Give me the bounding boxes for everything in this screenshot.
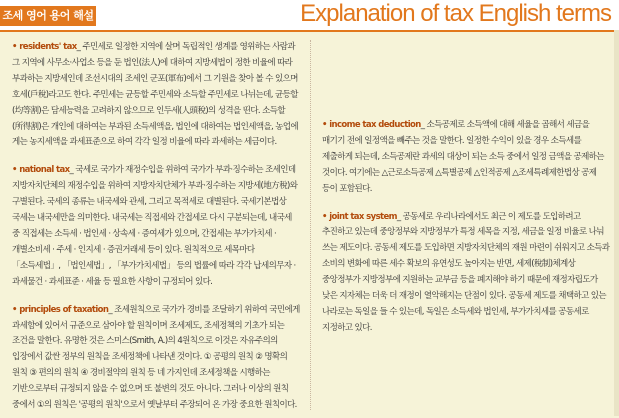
- term-income-tax-deduction: • income tax deduction: [322, 120, 421, 130]
- definition-national-tax: _ 국세로 국가가 재정수입을 위하여 국가가 부과·징수하는 조세인데 지방자치단체의 재정수입을 위하여 지방자치단체가 부과·징수하는 지방세(地方稅)와 구별된다. 국세의 종류는 내국세와 관세, 그리고 목적세로 대별된다. 국세기본법상 국세는 내국세만을 의미한다. 내국세는 직접세와 간접세로 다시 구분되는데, 내국세 중 직접세는 소득세 · 법인세 · 상속세 · 증여세가 있으며, 간접세는 부가가치세 · 개별소비세 · 주세 · 인지세 · 증권거래세 등이 있다. 원칙적으로 세목마다 「소득세법」, 「법인세법」, 「부가가치세법」 등의 법률에 따라 각각 납세의무자 · 과세물건 · 과세표준 · 세율 등 필요한 사항이 규정되어 있다.: [12, 165, 298, 287]
- term-principles-of-taxation: • principles of taxation: [12, 304, 109, 315]
- scrollbar[interactable]: [614, 30, 619, 416]
- left-column: [12, 40, 300, 414]
- entry-national-tax: [12, 163, 300, 290]
- section-tag: 조세 영어 용어 해설: [0, 6, 96, 26]
- column-divider: [310, 40, 311, 410]
- term-national-tax: • national tax: [12, 165, 70, 176]
- entry-joint-tax-system: [322, 210, 610, 337]
- content-panel: [0, 30, 619, 418]
- term-residents-tax: • residents' tax: [12, 42, 77, 52]
- definition-joint-tax-system: _ 공동세로 우리나라에서도 최근 이 제도를 도입하려고 추진하고 있는데 중앙정부와 지방정부가 특정 세목을 지정, 세금을 일정 비율로 나눠 쓰는 제도이다. 공동세 제도를 도입하면 지방자치단체의 재원 마련이 쉬워지고 소득과 소비의 변화에 따른 세수 확보의 유연성도 높아지는 반면, 세제(稅制)체계상 중앙정부가 지방정부에 지원하는 교부금 등을 폐지해야 하기 때문에 재정자립도가 낮은 지자체는 더욱 더 재정이 열악해지는 단점이 있다. 공동세 제도를 채택하고 있는 나라로는 독일을 들 수 있는데, 독일은 소득세와 법인세, 부가가치세를 공동세로 지정하고 있다.: [322, 211, 610, 333]
- definition-income-tax-deduction: _ 소득공제로 소득액에 대해 세율을 곱해서 세금을 매기기 전에 일정액을 빼주는 것을 말한다. 일정한 수익이 있을 경우 소득세를 제출하게 되는데, 소득공제란 과세의 대상이 되는 소득 중에서 일정 금액을 공제하는 것이다. 여기에는 △근로소득공제 △특별공제 △인적공제 △조세특례제한법상 공제 등이 포함된다.: [322, 120, 604, 194]
- article-header: [0, 0, 619, 30]
- page-title: Explanation of tax English terms: [300, 0, 611, 27]
- right-column: [322, 40, 610, 337]
- entry-residents-tax: [12, 40, 300, 151]
- entry-income-tax-deduction: [322, 118, 610, 198]
- definition-residents-tax: _ 주민세로 일정한 지역에 살며 독립적인 생계를 영위하는 사람과 그 지역에 사무소·사업소 등을 둔 법인(法人)에 대하여 지방세법이 정한 비율에 따라 부과하는 지방세인데 조선시대의 조세인 군포(軍布)에서 그 기원을 찾아 볼 수 있으며 호세(戶稅)라고도 한다. 주민세는 균등할 주민세와 소득할 주민세로 나뉘는데, 균등할(均等割)은 담세능력을 고려하지 않으므로 인두세(人頭稅)의 성격을 띤다. 소득할(所得割)은 개인에 대하여는 부과된 소득세액을, 법인에 대하여는 법인세액을, 농업에 게는 농지세액을 과세표준으로 하여 각각 일정 비율에 따라 과세하는 세금이다.: [12, 42, 299, 148]
- definition-principles-of-taxation: _ 조세원칙으로 국가가 경비를 조달하기 위하여 국민에게 과세함에 있어서 규준으로 삼아야 할 원칙이며 조세제도, 조세정책의 기초가 되는 조건을 말한다. 유명한 것은 스미스(Smith, A.)의 4원칙으로 이것은 자유주의의 입장에서 값싼 정부의 원칙을 조세정책에 나타낸 것이다. ① 공평의 원칙 ② 명확의 원칙 ③ 편의의 원칙 ④ 경비절약의 원칙 등 네 가지인데 조세정책을 시행하는 기반으로부터 규정되지 않을 수 없으며 또 불변의 것도 아니다. 그러나 이상의 원칙 중에서 ①의 원칙은 '공평의 원칙'으로서 옛날부터 주장되어 온 가장 중요한 원칙이다.: [12, 304, 300, 411]
- term-joint-tax-system: • joint tax system: [322, 211, 397, 222]
- entry-principles-of-taxation: [12, 303, 300, 414]
